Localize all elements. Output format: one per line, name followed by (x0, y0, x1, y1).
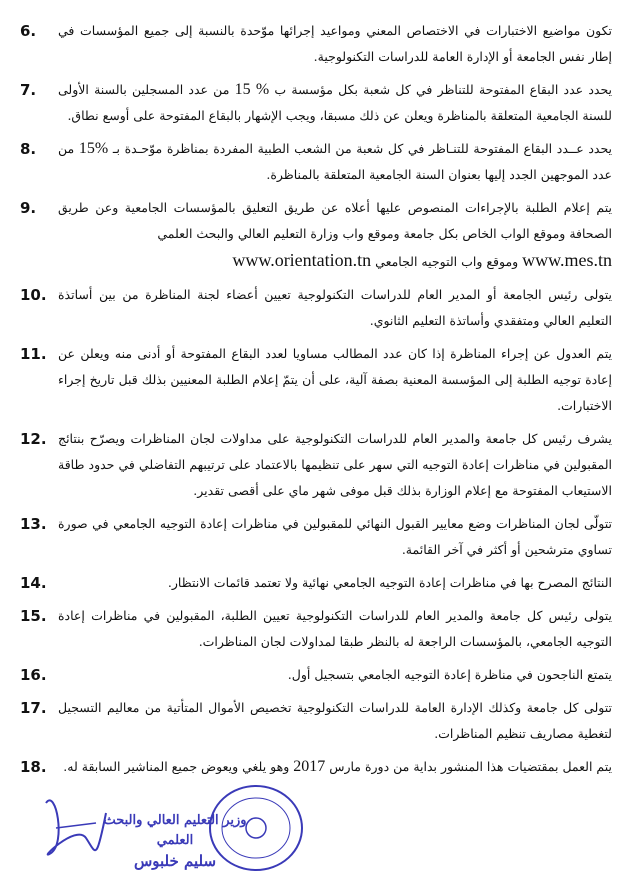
year: 2017 (293, 758, 326, 775)
article-number: 13. (20, 515, 47, 533)
percentage: 15 % (234, 81, 270, 98)
signatory (100, 811, 250, 871)
article-15 (20, 603, 612, 655)
article-17 (20, 695, 612, 747)
article-number: 14. (20, 574, 47, 592)
article-number: 9. (20, 199, 37, 217)
article-number: 6. (20, 22, 37, 40)
article-text: يتولى رئيس كل جامعة والمدير العام للدراسات التكنولوجية تعيين الطلبة، المقبولين في مناظرات إعادة التوجيه الجامعي، بالمؤسسات الراجعة له بالنظر طبقا لمداولات لجان المناظرات. (58, 608, 612, 649)
article-13 (20, 511, 612, 563)
signature-block (36, 783, 316, 875)
article-number: 17. (20, 699, 47, 717)
orientation-website-link[interactable]: www.orientation.tn (232, 250, 372, 270)
article-number: 15. (20, 607, 47, 625)
article-text: تتولّى لجان المناظرات وضع معايير القبول النهائي للمقبولين في مناظرات إعادة التوجيه الجامعي في صورة تساوي مترشحين أو أكثر في آخر القائمة. (58, 516, 612, 557)
article-text: يتم العدول عن إجراء المناظرة إذا كان عدد المطالب مساويا لعدد البقاع المفتوحة أو أدنى منه ويعلن عن إعادة توجيه الطلبة إلى المؤسسة المعنية بصفة آلية، على أن يتمّ إعلام الطلبة المعنيين بذلك قبل تاريخ إجراء الاختبارات. (58, 346, 612, 413)
article-number: 7. (20, 81, 37, 99)
article-14 (20, 570, 612, 596)
percentage: 15% (78, 140, 109, 157)
article-text: يحدد عــدد البقاع المفتوحة للتنـاظر في كل شعبة من الشعب الطبية المفردة بمناظرة موّحـدة بـ 15% من عدد الموجهين الجدد إليها بعنوان السنة الجامعية المتعلقة بالمناظرة. (58, 140, 612, 182)
article-12 (20, 426, 612, 504)
article-number: 10. (20, 286, 47, 304)
article-number: 18. (20, 758, 47, 776)
article-text: النتائج المصرح بها في مناظرات إعادة التوجيه الجامعي نهائية ولا تعتمد قائمات الانتظار. (167, 575, 612, 590)
article-text: يتم العمل بمقتضيات هذا المنشور بداية من دورة مارس 2017 وهو يلغي ويعوض جميع المناشير السابقة له. (63, 758, 612, 775)
article-text: تتولى كل جامعة وكذلك الإدارة العامة للدراسات التكنولوجية تخصيص الأموال المتأتية من معاليم التسجيل لتغطية مصاريف تنظيم المناظرات. (58, 700, 612, 741)
article-text: يتولى رئيس الجامعة أو المدير العام للدراسات التكنولوجية تعيين أعضاء لجنة المناظرة من بين أساتذة التعليم العالي ومتفقدي وأساتذة التعليم الثانوي. (58, 287, 612, 328)
article-number: 12. (20, 430, 47, 448)
article-11 (20, 341, 612, 419)
signatory-name: سليم خلبوس (133, 852, 217, 870)
article-18 (20, 754, 612, 780)
article-text: يتمتع الناجحون في مناظرة إعادة التوجيه الجامعي بتسجيل أول. (287, 667, 612, 682)
article-text: يحدد عدد البقاع المفتوحة للتناظر في كل شعبة بكل مؤسسة ب 15 % من عدد المسجلين بالسنة الأولى للسنة الجامعية المتعلقة بالمناظرة ويعلن عن ذلك مسبقا، ويجب الإشهار بالبقاع المفتوحة على أوسع نطاق. (58, 81, 612, 123)
article-list (20, 18, 612, 787)
article-9 (20, 195, 612, 275)
article-number: 8. (20, 140, 37, 158)
signatory-title: وزير التعليم العالي والبحث العلمي (103, 813, 247, 848)
article-6 (20, 18, 612, 70)
article-text: يشرف رئيس كل جامعة والمدير العام للدراسات التكنولوجية على مداولات لجان المناظرات ويصرّح بنتائج المقبولين في مناظرات إعادة التوجيه التي سهر على تنظيمها بالاعتماد على ترتيبهم التفاضلي في حدود طاقة الاستيعاب المفتوحة مع إعلام الوزارة بذلك قبل موفى شهر ماي على أقصى تقدير. (58, 431, 612, 498)
article-7 (20, 77, 612, 129)
article-16 (20, 662, 612, 688)
article-number: 16. (20, 666, 47, 684)
article-text: يتم إعلام الطلبة بالإجراءات المنصوص عليها أعلاه عن طريق التعليق بالمؤسسات الجامعية وعن طريق الصحافة وموقع الواب الخاص بكل جامعة وموقع واب وزارة التعليم العالي والبحث العلمي www.mes.tn وموقع واب التوجيه الجامعي www.orientation.tn (58, 200, 612, 270)
article-10 (20, 282, 612, 334)
article-text: تكون مواضيع الاختبارات في الاختصاص المعني ومواعيد إجرائها موّحدة بالنسبة إلى جميع المؤسسات في إطار نفس الجامعة أو الإدارة العامة للدراسات التكنولوجية. (58, 23, 612, 64)
ministry-website-link[interactable]: www.mes.tn (522, 250, 612, 270)
article-8 (20, 136, 612, 188)
article-number: 11. (20, 345, 47, 363)
